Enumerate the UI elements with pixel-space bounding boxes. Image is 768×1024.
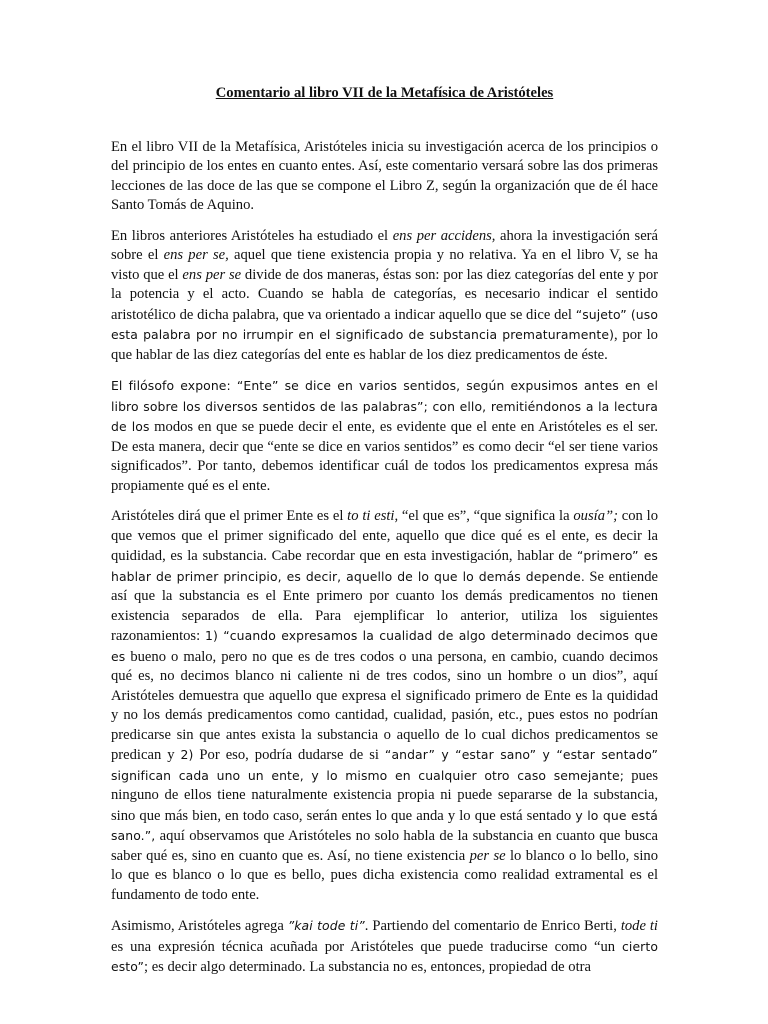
text-run-sans: y lo que está sano.”, [111, 807, 658, 843]
document-title: Comentario al libro VII de la Metafísica de Aristóteles [215, 85, 554, 101]
text-run-sans: El filósofo expone: “Ente” se dice en varios sentidos, según expusimos antes en el libro sobre los diversos sentidos de las palabras”; con ello, remitiéndonos a la lectura de los [111, 378, 658, 434]
paragraph-5 [111, 916, 658, 978]
text-run-sans: 2) [180, 747, 194, 762]
text-run-sans: “primero” es hablar de primer principio, es decir, aquello de lo que lo demás depende. [111, 548, 658, 584]
italic-term: ousía”; [573, 508, 618, 524]
italic-term: ens per se, [163, 247, 229, 263]
italic-term: tode ti [620, 918, 658, 934]
italic-term: ”kai tode ti” [287, 918, 365, 933]
text-run: Por tanto, debemos identificar cuál de todos los predicamentos expresa más propiamente qué es el ente. [111, 458, 658, 494]
text-run: lo blanco o lo bello, sino lo que es blanco o lo que es bello, pues dicha existencia como realidad extramental es el fundamento de todo ente. [111, 847, 658, 903]
paragraph-4 [111, 507, 658, 905]
text-run: Se entiende así que la substancia es el Ente primero por cuanto los demás predicamentos no tienen existencia separados de ella. Para ejemplificar lo anterior, utiliza los siguientes razonamientos: [111, 568, 659, 644]
text-run-sans: “sujeto” (uso esta palabra por no irrumpir en el significado de substancia prematuramente) [111, 306, 659, 342]
text-run: En libros anteriores Aristóteles ha estudiado el [111, 227, 393, 244]
text-run: modos en que se puede decir el ente, es evidente que el ente en Aristóteles es el ser. De esta manera, decir que “ente se dice en varios sentidos” es como decir “el ser tiene varios significados”. [111, 419, 658, 474]
text-run: ; es decir algo determinado. La substancia no es, entonces, propiedad de otra [144, 959, 591, 975]
text-run: divide de dos maneras, éstas son: por las diez categorías del ente y por la potencia y el acto. Cuando se habla de categorías, es necesario indicar el sentido aristotélico de dicha palabra, que va orientado a indicar aquello que se dice del [111, 266, 658, 323]
text-run: Asimismo, Aristóteles agrega [111, 918, 288, 934]
text-run-sans: “andar” y “estar sano” y “estar sentado” significan cada uno un ente, y lo mismo en cualquier otro caso semejante; [111, 747, 658, 783]
text-run: “el que es”, “que significa la [398, 508, 574, 524]
document-page [111, 84, 658, 989]
italic-term: per se [469, 847, 506, 864]
text-run: . Partiendo del comentario de Enrico Berti, [364, 918, 621, 934]
text-run: pues ninguno de ellos tiene naturalmente existencia propia ni puede separarse de la substancia, sino que más bien, en todo caso, serán entes lo que anda y lo que está sentado [111, 767, 658, 824]
text-run-sans: 1) “cuando expresamos la cualidad de algo determinado decimos que es [111, 628, 658, 664]
text-run: es una expresión técnica acuñada por Aristóteles que puede traducirse como “un [111, 938, 622, 955]
italic-term: ens per se [182, 266, 242, 283]
text-run: con lo que vemos que el primer significado del ente, aquello que dice qué es el ente, es decir la quididad, es la substancia. Cabe recordar que en esta investigación, hablar de [111, 508, 658, 564]
text-run: aquí observamos que Aristóteles no solo habla de la substancia en cuanto que busca saber qué es, sino en cuanto que es. Así, no tiene existencia [111, 828, 658, 864]
italic-term: to ti esti, [347, 508, 399, 524]
text-run: ahora la investigación será sobre el [111, 227, 659, 263]
paragraph-1: En el libro VII de la Metafísica, Aristóteles inicia su investigación acerca de los principios o del principio de los entes en cuanto entes. Así, este comentario versará sobre las dos primeras lecciones de las doce de las que se compone el Libro Z, según la organización que de él hace Santo Tomás de Aquino. [111, 138, 658, 213]
text-run-sans: cierto esto” [111, 938, 658, 974]
text-run: bueno o malo, pero no que es de tres codos o una persona, en cambio, cuando decimos qué es, no decimos blanco ni caliente ni de tres codos, sino un hombre o un dios”, aquí Aristóteles demuestra que aquello que expresa el significado primero de Ente es la quididad y no los demás predicamentos como cantidad, cualidad, pasión, etc., pues estos no podrían predicarse sin que antes exista la substancia o aquello de lo cual dichos predicamentos se predican y [111, 648, 658, 763]
paragraph-3 [111, 376, 658, 496]
text-run: Por eso, podría dudarse de si [193, 747, 385, 763]
italic-term: ens per accidens, [392, 227, 496, 244]
text-run: , por lo que hablar de las diez categorías del ente es hablar de los diez predicamentos de éste. [111, 327, 658, 363]
text-run: Aristóteles dirá que el primer Ente es el [111, 508, 348, 524]
paragraph-2 [111, 227, 658, 366]
text-run: aquel que tiene existencia propia y no relativa. Ya en el libro V, se ha visto que el [111, 247, 658, 283]
